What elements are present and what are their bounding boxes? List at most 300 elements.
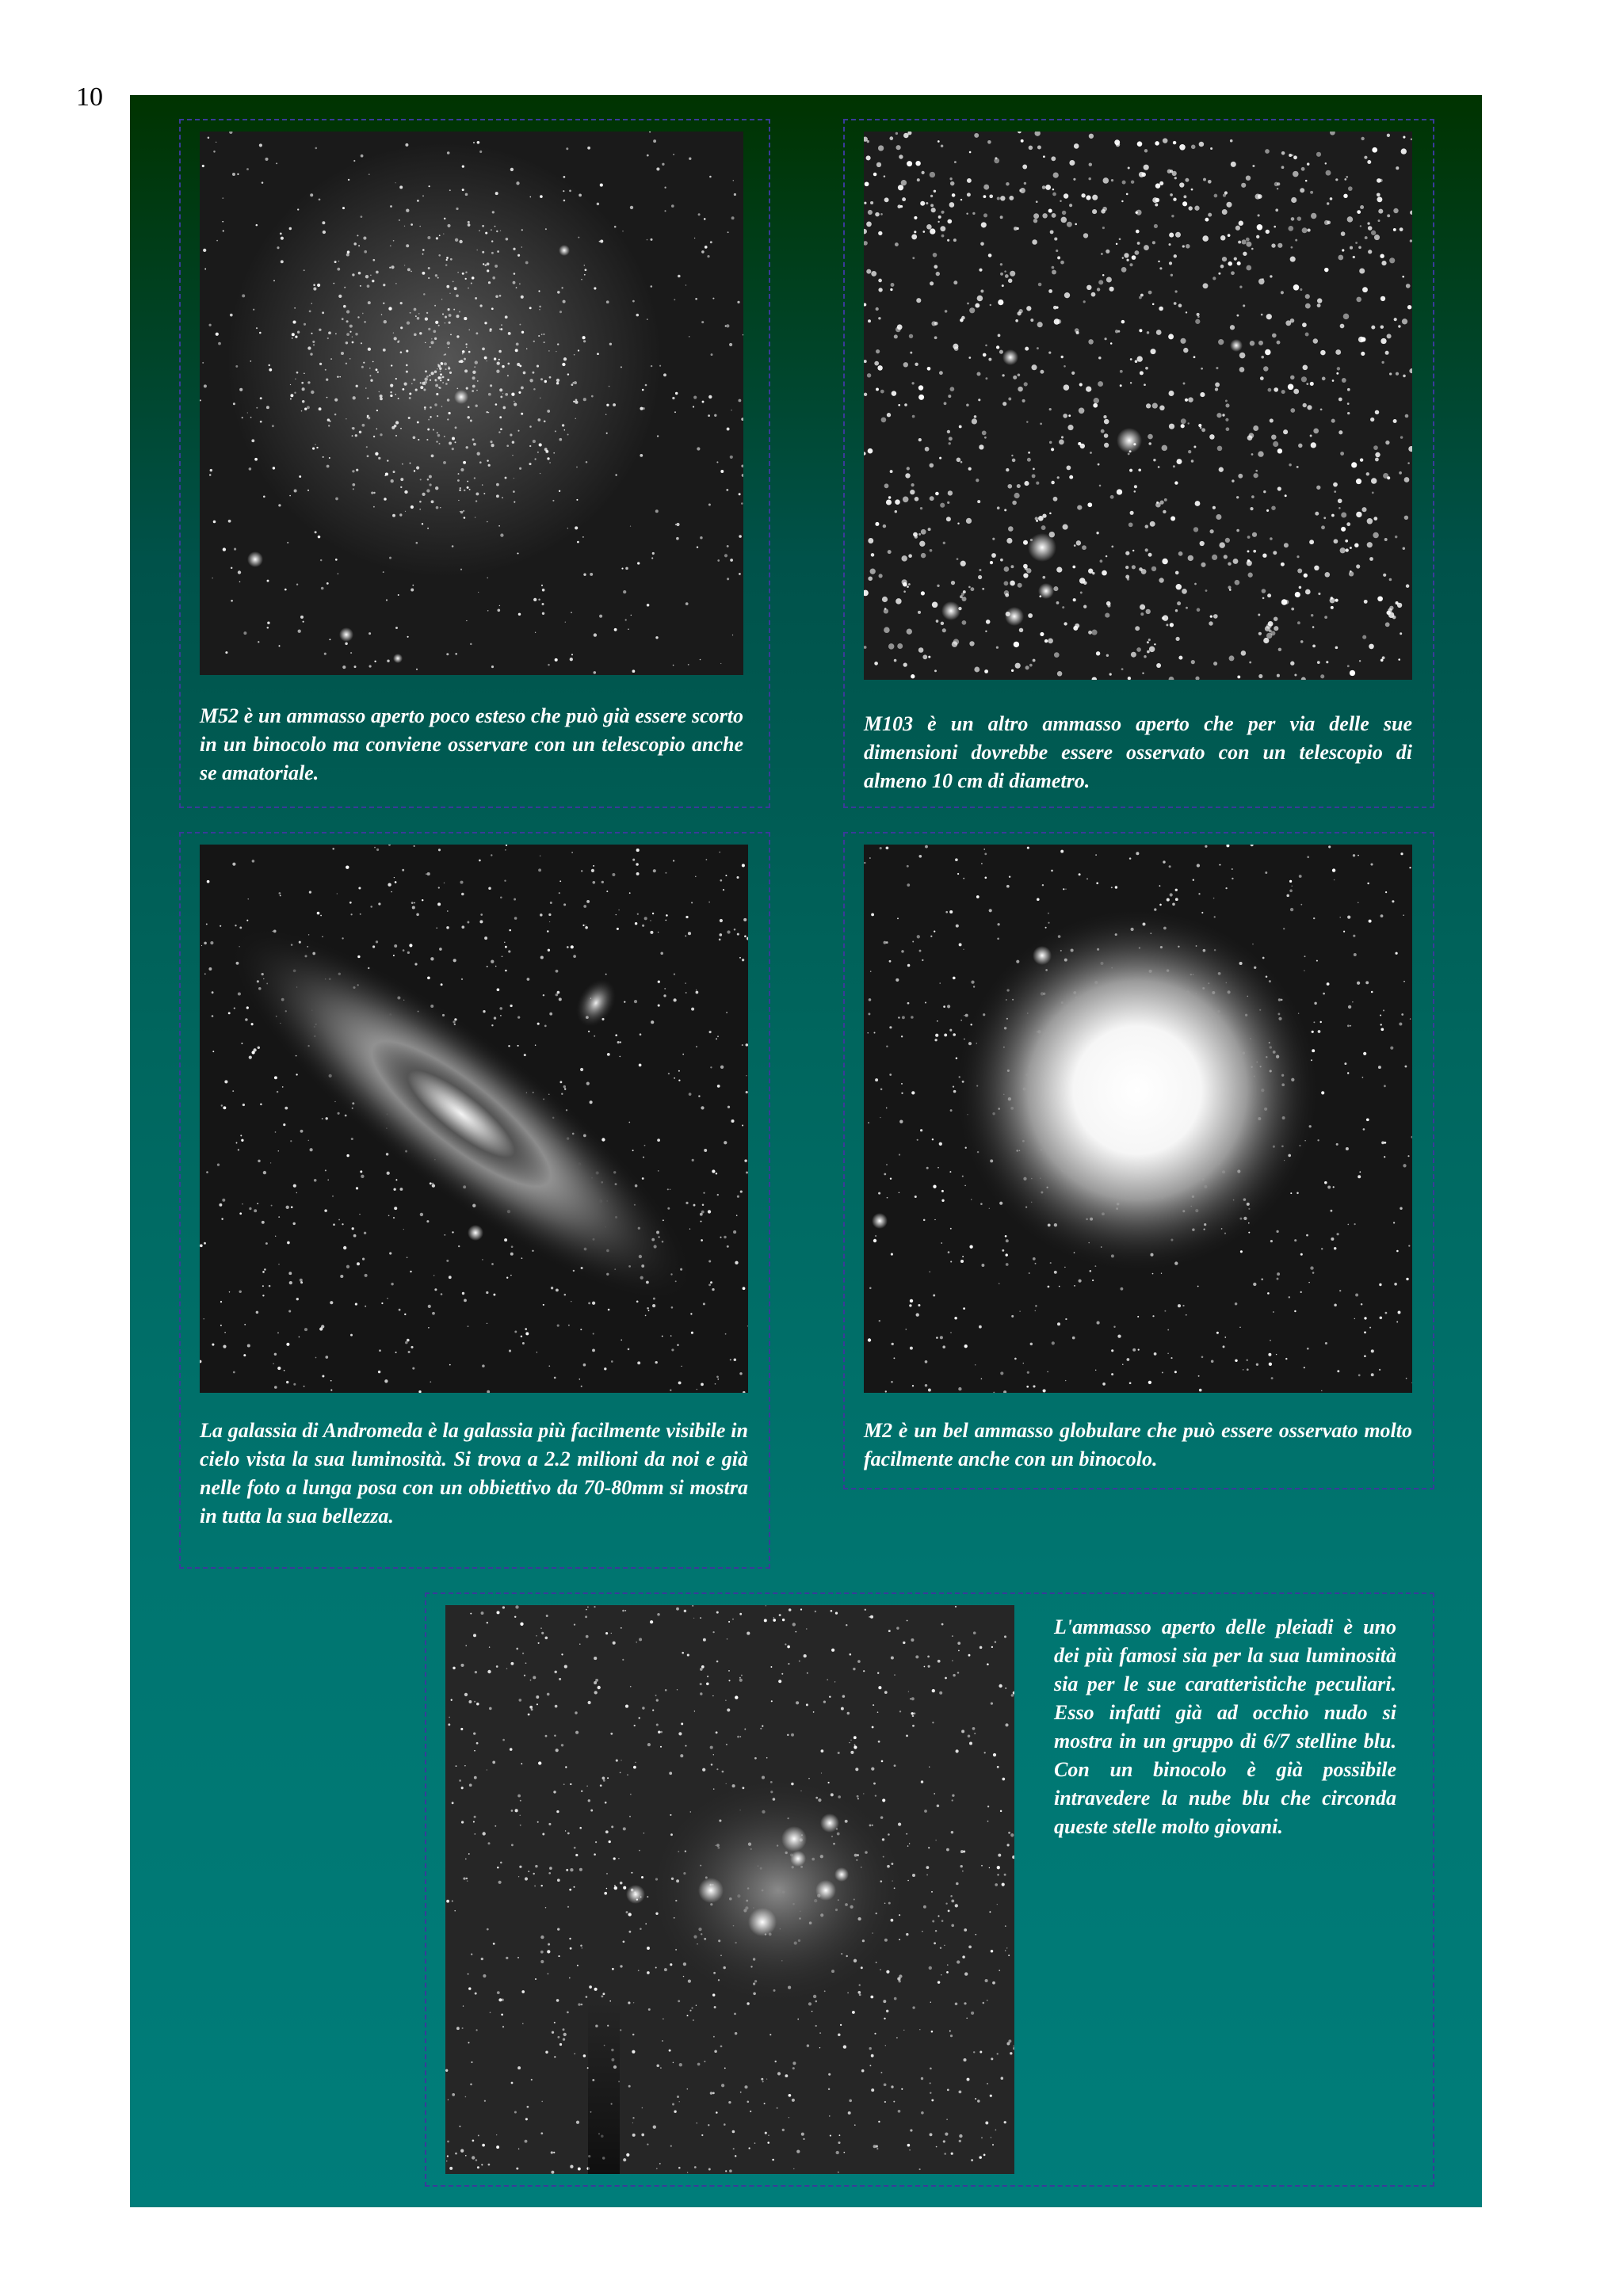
star-dot [1121, 668, 1124, 670]
star-dot [457, 272, 459, 273]
star-dot [754, 1757, 757, 1760]
star-dot [447, 224, 450, 227]
star-dot [530, 1680, 532, 1681]
star-dot [449, 189, 451, 191]
star-dot [300, 616, 304, 619]
star-dot [630, 206, 633, 209]
star-dot [399, 185, 403, 189]
star-dot [295, 335, 297, 338]
star-dot [1159, 406, 1165, 411]
star-dot [1313, 338, 1318, 343]
star-dot [947, 430, 950, 433]
star-dot [921, 591, 925, 595]
star-dot [449, 322, 451, 324]
star-dot [886, 2010, 888, 2012]
star-dot [361, 366, 364, 368]
star-dot [463, 510, 464, 512]
star-dot [427, 236, 430, 239]
star-dot [316, 447, 318, 448]
star-dot [947, 502, 949, 504]
star-dot [1186, 311, 1187, 313]
star-dot [1291, 217, 1295, 221]
star-dot [1169, 261, 1172, 265]
star-dot [1115, 886, 1117, 888]
star-dot [338, 1219, 340, 1221]
star-dot [213, 151, 216, 153]
star-dot [1253, 473, 1258, 478]
star-dot [1060, 356, 1063, 358]
star-dot [1025, 666, 1029, 669]
star-dot [1247, 1360, 1248, 1361]
star-dot [515, 1809, 518, 1812]
star-dot [516, 1648, 518, 1650]
star-dot [1350, 547, 1352, 549]
star-dot [1320, 674, 1324, 678]
star-dot [1083, 605, 1086, 608]
star-dot [1398, 658, 1400, 661]
star-dot [292, 1222, 295, 1225]
star-dot [687, 2088, 688, 2089]
star-dot [674, 2111, 676, 2113]
star-dot [895, 242, 899, 246]
star-dot [269, 1285, 271, 1287]
star-dot [538, 335, 540, 337]
star-dot [236, 1142, 238, 1144]
star-dot [1012, 459, 1016, 463]
star-dot [204, 1242, 206, 1245]
star-dot [500, 328, 502, 330]
star-dot [1005, 1925, 1006, 1927]
star-dot [231, 600, 233, 602]
star-dot [274, 1353, 277, 1356]
star-dot [678, 2167, 681, 2169]
star-dot [864, 862, 865, 864]
star-dot [516, 2168, 518, 2170]
star-dot [1098, 381, 1103, 387]
star-dot [1360, 458, 1363, 461]
star-dot [1032, 474, 1036, 478]
star-dot [762, 1726, 763, 1727]
star-dot [840, 2024, 842, 2026]
star-dot [1262, 278, 1264, 280]
star-dot [578, 237, 579, 238]
star-dot [983, 185, 989, 190]
star-dot [930, 2133, 933, 2136]
star-dot [1398, 325, 1400, 327]
star-dot [663, 373, 666, 376]
star-dot [439, 235, 441, 236]
star-dot [1010, 271, 1015, 277]
star-dot [342, 207, 345, 209]
star-dot [876, 307, 879, 311]
star-dot [454, 1910, 456, 1912]
star-dot [1009, 196, 1014, 200]
star-dot [1210, 147, 1212, 150]
star-dot [670, 1814, 671, 1816]
star-dot [456, 1765, 457, 1767]
star-dot [440, 379, 441, 381]
star-dot [708, 2124, 709, 2126]
star-dot [476, 390, 477, 391]
star-dot [291, 1206, 293, 1208]
star-dot [564, 1665, 567, 1669]
star-dot [980, 1646, 983, 1650]
star-dot [1230, 139, 1233, 143]
star-dot [393, 1217, 395, 1219]
star-dot [605, 1802, 607, 1804]
star-dot [991, 2058, 993, 2060]
star-dot [355, 333, 358, 336]
star-dot [299, 1337, 300, 1338]
star-dot [221, 1104, 223, 1106]
star-dot [571, 945, 574, 948]
star-dot [357, 955, 360, 958]
star-dot [1037, 322, 1043, 327]
star-dot [334, 261, 337, 263]
star-dot [1359, 1171, 1361, 1173]
star-dot [876, 349, 880, 353]
star-dot [356, 469, 358, 471]
star-dot [703, 1638, 706, 1642]
star-dot [717, 1379, 719, 1380]
star-dot [1004, 270, 1006, 273]
star-dot [660, 2067, 662, 2069]
star-dot [431, 372, 434, 375]
star-dot [881, 1760, 884, 1763]
star-dot [398, 398, 399, 399]
star-dot [949, 202, 955, 208]
star-dot [506, 1277, 508, 1279]
star-dot [1193, 527, 1198, 532]
star-dot [899, 154, 903, 158]
star-dot [319, 407, 322, 410]
star-dot [632, 300, 635, 303]
star-dot [1018, 387, 1022, 391]
star-dot [1387, 476, 1390, 479]
star-dot [1083, 233, 1088, 238]
star-dot [670, 1390, 671, 1391]
star-dot [891, 283, 895, 287]
star-dot [893, 2101, 895, 2103]
star-dot [1325, 572, 1331, 578]
star-dot [575, 401, 578, 404]
star-dot [1362, 1077, 1364, 1078]
star-dot [522, 1653, 524, 1654]
star-dot [1001, 2077, 1004, 2080]
star-dot [575, 1731, 579, 1734]
star-dot [502, 955, 503, 957]
star-dot [387, 460, 388, 461]
star-dot [1000, 559, 1003, 562]
star-dot [1154, 1352, 1157, 1356]
star-dot [1379, 1369, 1381, 1371]
star-dot [468, 2042, 469, 2043]
star-dot [1285, 1358, 1287, 1360]
star-dot [398, 594, 399, 596]
star-dot [416, 913, 419, 916]
star-dot [495, 966, 497, 967]
star-dot [925, 447, 930, 452]
star-dot [640, 1033, 642, 1035]
star-dot [574, 381, 577, 384]
star-dot [593, 1333, 594, 1334]
star-dot [871, 1767, 874, 1770]
star-dot [392, 514, 395, 517]
star-dot [393, 240, 395, 242]
star-dot [1008, 279, 1012, 283]
star-dot [918, 1304, 920, 1306]
star-dot [523, 372, 526, 375]
star-dot [210, 941, 213, 944]
star-dot [442, 382, 444, 383]
star-dot [787, 1734, 789, 1736]
star-dot [1127, 1358, 1130, 1361]
star-dot [376, 368, 378, 371]
star-dot [1033, 219, 1037, 223]
star-dot [600, 1784, 602, 1787]
star-dot [246, 1006, 249, 1009]
star-dot [880, 390, 884, 394]
star-dot [1199, 1389, 1202, 1392]
star-dot [495, 403, 498, 406]
star-dot [245, 1018, 248, 1021]
star-dot [533, 598, 537, 601]
star-dot [621, 568, 623, 570]
star-dot [487, 521, 488, 523]
star-dot [327, 338, 329, 339]
star-dot [1152, 197, 1158, 203]
star-dot [460, 487, 461, 489]
star-dot [1095, 854, 1097, 856]
star-dot [1310, 435, 1312, 437]
star-dot [468, 1974, 469, 1975]
star-dot [413, 379, 415, 381]
star-dot [394, 877, 395, 878]
star-dot [909, 334, 913, 338]
star-dot [1381, 296, 1385, 301]
star-dot [982, 431, 987, 436]
star-dot [420, 479, 422, 480]
star-dot [1371, 326, 1375, 330]
star-dot [564, 1294, 567, 1296]
star-dot [496, 1611, 499, 1614]
star-dot [444, 883, 445, 884]
star-dot [1350, 570, 1352, 573]
star-dot [565, 1830, 566, 1831]
star-dot [447, 379, 449, 381]
star-dot [693, 406, 694, 407]
star-dot [473, 1732, 475, 1734]
star-dot [346, 253, 349, 256]
star-dot [1338, 430, 1342, 434]
star-dot [498, 431, 500, 433]
star-dot [1000, 196, 1005, 200]
star-dot [537, 1023, 540, 1025]
star-dot [838, 2142, 840, 2144]
star-dot [1368, 250, 1372, 254]
star-dot [1051, 870, 1053, 872]
star-dot [411, 589, 414, 592]
star-dot [445, 368, 447, 370]
star-dot [353, 242, 357, 246]
star-dot [1013, 376, 1017, 379]
star-dot [256, 1311, 259, 1314]
star-dot [206, 923, 208, 925]
star-dot [474, 1776, 477, 1779]
star-dot [444, 436, 445, 437]
star-dot [438, 887, 440, 888]
star-dot [465, 1645, 467, 1646]
star-dot [1346, 176, 1348, 178]
star-dot [642, 925, 644, 927]
star-dot [1000, 1371, 1003, 1375]
star-dot [614, 1885, 616, 1886]
star-dot [1159, 307, 1163, 311]
star-dot [1111, 1349, 1113, 1352]
star-dot [639, 1638, 642, 1641]
star-dot [622, 1610, 624, 1612]
star-dot [232, 173, 235, 176]
star-dot [676, 1608, 679, 1611]
star-dot [1315, 512, 1319, 516]
star-dot [249, 1207, 251, 1210]
star-dot [1174, 1371, 1177, 1373]
star-dot [991, 1646, 993, 1648]
star-dot [951, 1899, 954, 1902]
star-dot [235, 365, 238, 368]
star-dot [955, 858, 958, 861]
star-dot [626, 1911, 628, 1913]
star-dot [1213, 662, 1217, 666]
star-dot [554, 1735, 556, 1737]
star-dot [369, 174, 370, 175]
star-dot [901, 1035, 903, 1037]
star-dot [868, 448, 873, 454]
star-dot [1231, 271, 1235, 275]
star-dot [1265, 871, 1267, 874]
star-dot [556, 1810, 559, 1813]
star-dot [462, 1292, 464, 1295]
star-dot [961, 1730, 964, 1733]
star-dot [1248, 573, 1253, 578]
star-dot [940, 503, 945, 508]
star-dot [1371, 1349, 1374, 1352]
star-dot [484, 2100, 486, 2102]
star-dot [1384, 538, 1388, 541]
star-dot [828, 2088, 830, 2090]
star-dot [601, 1995, 603, 1997]
star-dot [875, 212, 880, 217]
star-dot [991, 2137, 992, 2138]
star-dot [208, 324, 211, 326]
star-dot [985, 2122, 988, 2125]
star-dot [428, 1327, 430, 1329]
star-dot [1297, 569, 1302, 574]
star-dot [857, 1660, 861, 1663]
star-dot [644, 917, 647, 920]
star-dot [997, 506, 1000, 509]
star-dot [688, 664, 689, 666]
star-dot [967, 2078, 970, 2081]
star-dot [468, 406, 470, 408]
star-dot [1232, 868, 1233, 870]
star-dot [1139, 329, 1142, 332]
star-dot [1167, 1352, 1169, 1354]
star-dot [682, 1652, 684, 1654]
star-dot [1126, 193, 1128, 196]
star-dot [575, 1854, 578, 1856]
star-dot [487, 269, 489, 272]
star-dot [930, 2092, 931, 2093]
star-dot [1198, 893, 1200, 894]
star-dot [445, 383, 448, 385]
star-dot [433, 1275, 434, 1276]
star-dot [397, 341, 399, 343]
star-dot [499, 1007, 502, 1010]
star-dot [1169, 424, 1174, 429]
star-dot [713, 1754, 714, 1755]
star-dot [504, 880, 506, 882]
star-dot [967, 178, 972, 183]
star-dot [967, 193, 971, 196]
star-dot [976, 479, 979, 482]
star-dot [920, 1129, 922, 1131]
star-dot [547, 1973, 548, 1974]
star-dot [514, 917, 517, 920]
star-dot [997, 2053, 999, 2054]
star-dot [1333, 1186, 1335, 1188]
star-dot [720, 2045, 723, 2047]
star-dot [533, 388, 536, 391]
star-dot [411, 271, 412, 273]
star-dot [727, 545, 729, 547]
star-dot [326, 1117, 328, 1119]
star-dot [984, 1752, 986, 1753]
star-dot [521, 386, 524, 389]
star-dot [1358, 1374, 1361, 1376]
star-dot [388, 883, 391, 887]
star-dot [520, 1623, 523, 1626]
star-dot [446, 285, 449, 288]
star-dot [614, 628, 617, 631]
star-dot [1026, 568, 1031, 573]
star-dot [917, 178, 920, 181]
star-dot [357, 235, 358, 236]
star-dot [388, 1215, 390, 1216]
star-dot [1148, 291, 1152, 295]
star-dot [1331, 597, 1333, 599]
m2-photo [864, 845, 1412, 1393]
star-dot [1102, 570, 1107, 576]
star-dot [337, 376, 338, 378]
star-dot [583, 905, 586, 908]
star-dot [1239, 1327, 1241, 1329]
star-dot [1246, 176, 1251, 181]
star-dot [1346, 1147, 1349, 1150]
star-dot [381, 1302, 383, 1304]
star-dot [1261, 356, 1264, 359]
star-dot [903, 362, 908, 367]
star-dot [927, 1656, 930, 1658]
star-dot [733, 180, 734, 181]
star-dot [652, 552, 655, 555]
m52-caption: M52 è un ammasso aperto poco esteso che può già essere scorto in un binocolo ma conviene osservare con un telescopio anche se amatoriale. [200, 704, 743, 784]
star-dot [304, 269, 305, 271]
star-dot [250, 417, 252, 418]
star-dot [1385, 891, 1387, 893]
star-dot [1018, 373, 1021, 376]
star-dot [230, 314, 233, 317]
